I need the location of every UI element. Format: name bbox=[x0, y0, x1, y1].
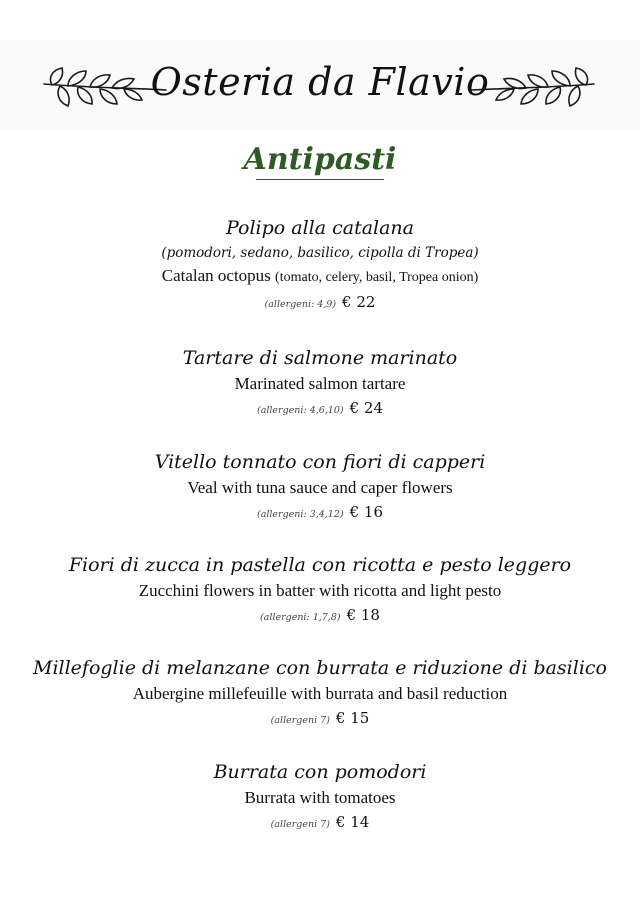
dish-meta bbox=[0, 290, 640, 317]
dish-allergens: (allergeni: 3,4,12) bbox=[256, 509, 344, 520]
dish-allergens: (allergeni 7) bbox=[270, 819, 330, 830]
dish-meta bbox=[0, 603, 640, 630]
dish-price: € 14 bbox=[335, 813, 370, 831]
dish-allergens: (allergeni 7) bbox=[270, 715, 330, 726]
dish-name: Tartare di salmone marinato bbox=[182, 347, 458, 369]
olive-branch-icon bbox=[470, 58, 600, 118]
dish-price: € 16 bbox=[349, 503, 384, 521]
dish-item bbox=[0, 344, 640, 423]
dish-name: Burrata con pomodori bbox=[213, 761, 427, 783]
dish-description: Veal with tuna sauce and caper flowers bbox=[187, 478, 453, 497]
section-underline bbox=[256, 179, 384, 180]
dish-name: Polipo alla catalana bbox=[226, 217, 414, 239]
dish-allergens: (allergeni: 1,7,8) bbox=[260, 612, 341, 623]
dish-description-line bbox=[0, 264, 640, 290]
dish-item bbox=[0, 551, 640, 630]
dish-meta bbox=[0, 396, 640, 423]
dish-description-note: (tomato, celery, basil, Tropea onion) bbox=[275, 270, 479, 285]
restaurant-name: Osteria da Flavio bbox=[150, 60, 490, 104]
dish-description: Aubergine millefeuille with burrata and basil reduction bbox=[132, 684, 508, 703]
dish-allergens: (allergeni: 4,9) bbox=[264, 299, 337, 310]
dish-name: Vitello tonnato con fiori di capperi bbox=[154, 451, 486, 473]
dish-description: Catalan octopus bbox=[161, 266, 271, 285]
dish-price: € 18 bbox=[346, 606, 380, 624]
dish-meta bbox=[0, 810, 640, 837]
dish-item bbox=[0, 654, 640, 733]
dish-item bbox=[0, 448, 640, 527]
dish-price: € 15 bbox=[335, 709, 370, 727]
dish-allergens: (allergeni: 4,6,10) bbox=[256, 405, 344, 416]
dish-description: Zucchini flowers in batter with ricotta and light pesto bbox=[138, 581, 502, 600]
dish-price: € 22 bbox=[342, 293, 376, 311]
dish-name: Fiori di zucca in pastella con ricotta e pesto leggero bbox=[68, 554, 572, 576]
dish-ingredients: (pomodori, sedano, basilico, cipolla di Tropea) bbox=[161, 245, 479, 261]
section-title: Antipasti bbox=[243, 142, 397, 177]
dish-meta bbox=[0, 500, 640, 527]
dish-meta bbox=[0, 706, 640, 733]
dish-name: Millefoglie di melanzane con burrata e riduzione di basilico bbox=[32, 657, 607, 679]
dish-item bbox=[0, 758, 640, 837]
dish-item bbox=[0, 214, 640, 317]
dish-price: € 24 bbox=[349, 399, 384, 417]
dish-description: Burrata with tomatoes bbox=[244, 788, 396, 807]
dish-description: Marinated salmon tartare bbox=[234, 374, 406, 393]
